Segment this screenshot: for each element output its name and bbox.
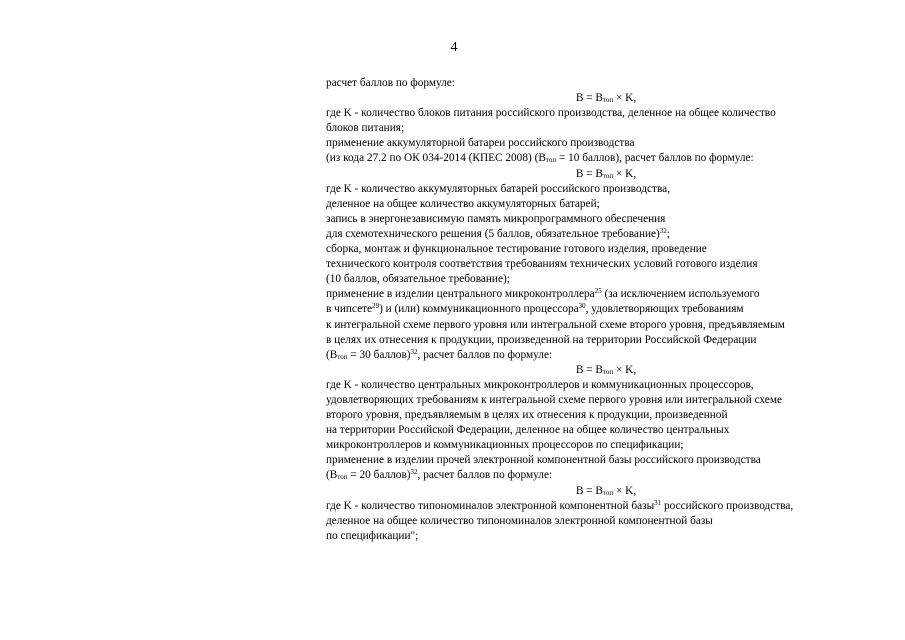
text-line: на территории Российской Федерации, деленное на общее количество центральных <box>326 424 730 437</box>
text-line: по спецификации"; <box>326 529 419 542</box>
text-line: второго уровня, предъявляемым в целях их отнесения к продукции, произведенной <box>326 409 728 422</box>
text-line: применение в изделии прочей электронной компонентной базы российского производства <box>326 454 761 467</box>
text-line: где K - количество аккумуляторных батарей российского производства, <box>326 182 670 195</box>
text-line: применение аккумуляторной батареи российского производства <box>326 137 635 150</box>
ecb-count-line: где K - количество типономиналов электронной компонентной базы$^{31}$ российского производства, <box>326 498 794 512</box>
text-line: где K - количество центральных микроконтроллеров и коммуникационных процессоров, <box>326 378 754 391</box>
text-line: где K - количество блоков питания российского производства, деленное на общее количество <box>326 107 776 120</box>
text-line: технического контроля соответствия требованиям технических условий готового изделия <box>326 258 758 271</box>
text-line: сборка, монтаж и функциональное тестирование готового изделия, проведение <box>326 243 707 256</box>
page-number: 4 <box>450 40 458 55</box>
ecb-score-line: ($В_{топ} = 20$ баллов)$^{32}$, расчет баллов по формуле: <box>326 468 553 482</box>
mcu-score-line: ($В_{топ} = 30$ баллов)$^{32}$, расчет баллов по формуле: <box>326 347 553 361</box>
formula-line: $В = В_{топ} \times K$, <box>575 484 637 497</box>
text-line: в целях их отнесения к продукции, произведенной на территории Российской Федерации <box>326 333 757 346</box>
mcu-chipset-line: в чипсете$^{29}$) и (или) коммуникационного процессора$^{30}$, удовлетворяющих требованиям <box>326 302 744 316</box>
formula-line: $В = В_{топ} \times K$, <box>575 167 637 180</box>
document-body <box>326 76 886 544</box>
text-line: деленное на общее количество типономиналов электронной компонентной базы <box>326 514 713 527</box>
text-line: (10 баллов, обязательное требование); <box>326 273 510 286</box>
battery-code-line: (из кода 27.2 по ОК 034-2014 (КПЕС 2008) ($В_{топ} = 10$ баллов), расчет баллов по формуле: <box>326 152 754 165</box>
mcu-line: применение в изделии центрального микроконтроллера$^{25}$ (за исключением используемого <box>326 287 760 301</box>
text-line: деленное на общее количество аккумуляторных батарей; <box>326 197 600 210</box>
text-line: к интегральной схеме первого уровня или интегральной схеме второго уровня, предъявляемым <box>326 318 785 331</box>
text-line: микроконтроллеров и коммуникационных процессоров по спецификации; <box>326 439 684 452</box>
text-line: расчет баллов по формуле: <box>326 77 455 89</box>
text-line: блоков питания; <box>326 122 405 135</box>
formula-line: $В = В_{топ} \times K$, <box>575 363 637 376</box>
text-line: удовлетворяющих требованиям к интегральной схеме первого уровня или интегральной схеме <box>326 393 782 406</box>
text-line: запись в энергонезависимую память микропрограммного обеспечения <box>326 212 666 225</box>
firmware-line: для схемотехнического решения (5 баллов, обязательное требование)$^{32}$; <box>326 226 670 240</box>
formula-line: $В = В_{топ} \times K$, <box>575 92 637 105</box>
